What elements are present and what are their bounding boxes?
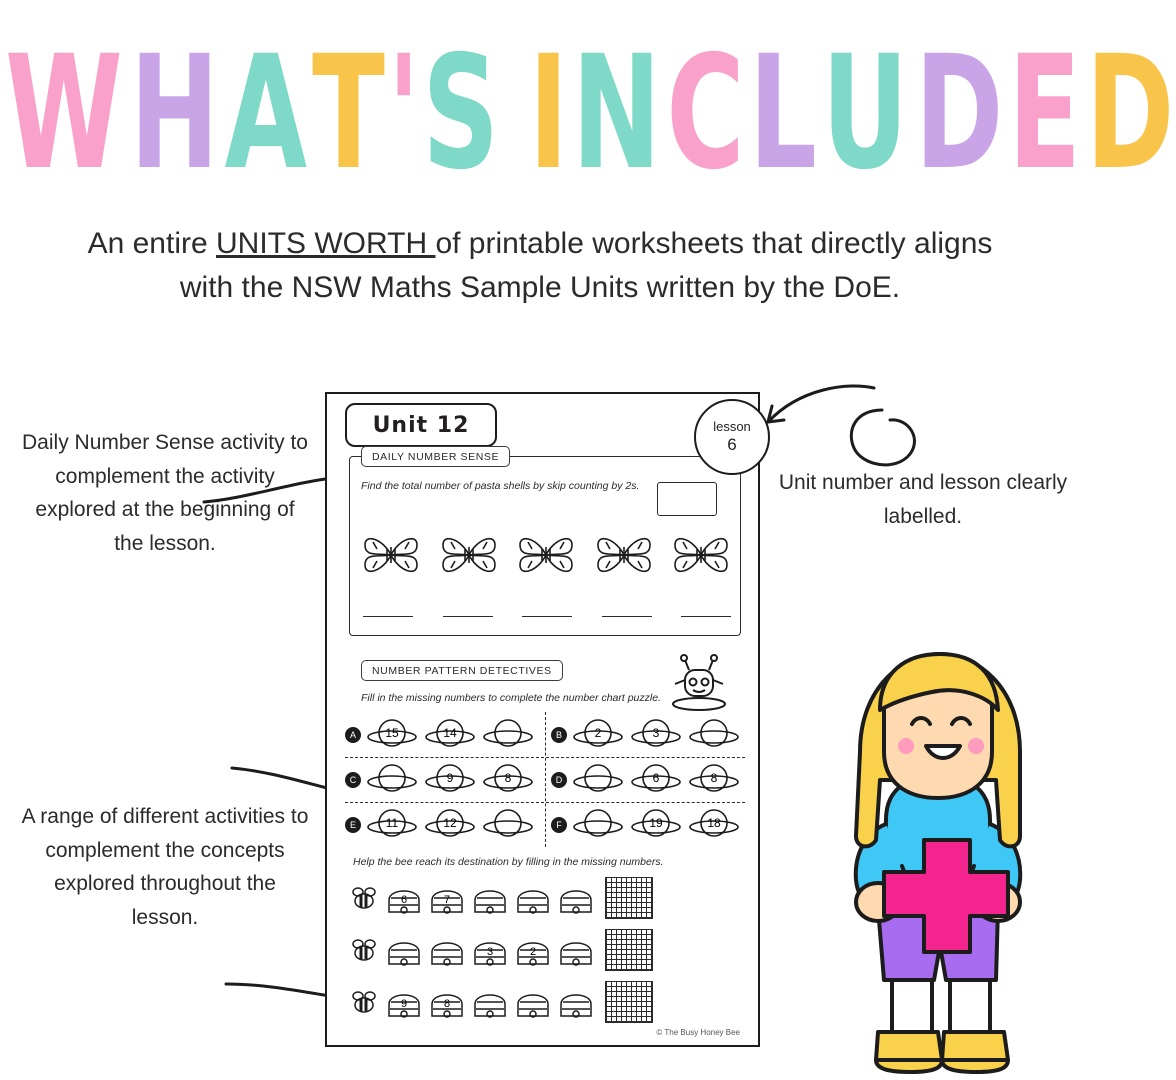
bee-row <box>349 872 749 924</box>
blank-line[interactable] <box>681 616 731 617</box>
beehive-icon <box>469 878 511 918</box>
planet-icon <box>480 715 536 755</box>
daily-number-sense-heading: DAILY NUMBER SENSE <box>361 446 510 467</box>
planet-icon <box>628 805 684 845</box>
beehive-icon <box>512 930 554 970</box>
blank-line[interactable] <box>363 616 413 617</box>
pattern-cell-a[interactable] <box>345 712 545 757</box>
destination-icon <box>605 929 653 971</box>
pattern-value: 14 <box>443 725 457 740</box>
planet-icon <box>422 760 478 800</box>
pattern-tag: F <box>551 817 567 833</box>
pattern-tag: B <box>551 727 567 743</box>
bee-value: 2 <box>529 946 537 958</box>
planet-icon <box>422 715 478 755</box>
pasta-shell-icon <box>516 529 576 581</box>
pattern-value: 18 <box>707 815 721 830</box>
pattern-tag: D <box>551 772 567 788</box>
pattern-value: 12 <box>443 815 457 830</box>
pattern-cell-c[interactable] <box>345 757 545 802</box>
pattern-value: 19 <box>649 815 663 830</box>
beehive-icon <box>555 878 597 918</box>
pattern-value: 9 <box>446 770 454 785</box>
beehive-icon <box>555 930 597 970</box>
destination-icon <box>605 877 653 919</box>
beehive-icon <box>469 982 511 1022</box>
bee-value: 9 <box>400 998 408 1010</box>
bee-activity-rows <box>349 872 749 1028</box>
page-title: WHAT'S INCLUDED <box>5 22 1173 205</box>
beehive-icon <box>512 982 554 1022</box>
beehive-icon <box>555 982 597 1022</box>
planet-icon <box>480 760 536 800</box>
planet-icon <box>570 715 626 755</box>
beehive-icon <box>426 930 468 970</box>
pasta-shell-icon <box>439 529 499 581</box>
blank-line[interactable] <box>522 616 572 617</box>
bee-value: 6 <box>400 894 408 906</box>
planet-icon <box>364 805 420 845</box>
bee-icon <box>349 884 379 912</box>
planet-icon <box>686 760 742 800</box>
pattern-cell-e[interactable] <box>345 802 545 847</box>
planet-icon <box>686 805 742 845</box>
beehive-icon <box>469 930 511 970</box>
blank-line[interactable] <box>602 616 652 617</box>
lesson-badge <box>694 399 770 475</box>
pattern-value: 8 <box>504 770 512 785</box>
bee-icon <box>349 936 379 964</box>
pattern-value: 11 <box>385 815 399 830</box>
pattern-value: 3 <box>652 725 660 740</box>
blank-line[interactable] <box>443 616 493 617</box>
pattern-cell-d[interactable] <box>551 757 751 802</box>
planet-icon <box>364 715 420 755</box>
number-pattern-instruction: Fill in the missing numbers to complete the number chart puzzle. <box>361 692 661 704</box>
planet-icon <box>628 715 684 755</box>
pattern-tag: E <box>345 817 361 833</box>
pattern-value: 2 <box>594 725 602 740</box>
bee-icon <box>349 988 379 1016</box>
pattern-cell-f[interactable] <box>551 802 751 847</box>
subtitle <box>70 222 1010 309</box>
planet-icon <box>422 805 478 845</box>
planet-icon <box>364 760 420 800</box>
pattern-tag: C <box>345 772 361 788</box>
unit-label: Unit 12 <box>345 403 497 447</box>
daily-number-sense-instruction: Find the total number of pasta shells by skip counting by 2s. <box>361 480 640 492</box>
pattern-value: 15 <box>385 725 399 740</box>
daily-number-sense-answer-input[interactable] <box>657 482 717 516</box>
beehive-icon <box>383 878 425 918</box>
beehive-icon <box>426 982 468 1022</box>
pattern-tag: A <box>345 727 361 743</box>
planet-icon <box>480 805 536 845</box>
beehive-icon <box>383 982 425 1022</box>
pasta-shell-icon <box>594 529 654 581</box>
subtitle-before: An entire <box>87 227 217 260</box>
bee-row <box>349 976 749 1028</box>
lesson-word: lesson <box>713 418 751 434</box>
pattern-value: 6 <box>652 770 660 785</box>
worksheet-page <box>325 392 760 1047</box>
callout-unit-lesson: Unit number and lesson clearly labelled. <box>778 471 1068 528</box>
beehive-icon <box>512 878 554 918</box>
bee-row <box>349 924 749 976</box>
planet-icon <box>570 805 626 845</box>
lesson-number: 6 <box>727 434 737 454</box>
pasta-shell-row <box>361 529 731 581</box>
beehive-icon <box>426 878 468 918</box>
worksheet-credit: © The Busy Honey Bee <box>656 1028 740 1037</box>
planet-icon <box>628 760 684 800</box>
bee-value: 3 <box>486 946 494 958</box>
number-pattern-heading: NUMBER PATTERN DETECTIVES <box>361 660 563 681</box>
girl-with-plus-illustration <box>800 640 1070 1080</box>
callout-daily-number-sense: Daily Number Sense activity to complement the activity explored at the beginning of the lesson. <box>22 431 308 555</box>
bee-activity-instruction: Help the bee reach its destination by filling in the missing numbers. <box>353 856 664 868</box>
destination-icon <box>605 981 653 1023</box>
planet-icon <box>686 715 742 755</box>
bee-value: 7 <box>443 894 451 906</box>
subtitle-after: of printable worksheets that directly aligns with the NSW Maths Sample Units written by the DoE. <box>179 227 993 304</box>
callout-activities: A range of different activities to complement the concepts explored throughout the lesson. <box>21 805 309 929</box>
pasta-shell-icon <box>671 529 731 581</box>
number-pattern-grid <box>345 712 745 847</box>
pattern-value: 8 <box>710 770 718 785</box>
pasta-shell-icon <box>361 529 421 581</box>
planet-icon <box>570 760 626 800</box>
subtitle-emphasis: UNITS WORTH <box>216 227 436 260</box>
beehive-icon <box>383 930 425 970</box>
bee-value: 8 <box>443 998 451 1010</box>
pattern-cell-b[interactable] <box>551 712 751 757</box>
skip-count-blanks <box>363 616 731 617</box>
alien-icon <box>665 650 733 712</box>
